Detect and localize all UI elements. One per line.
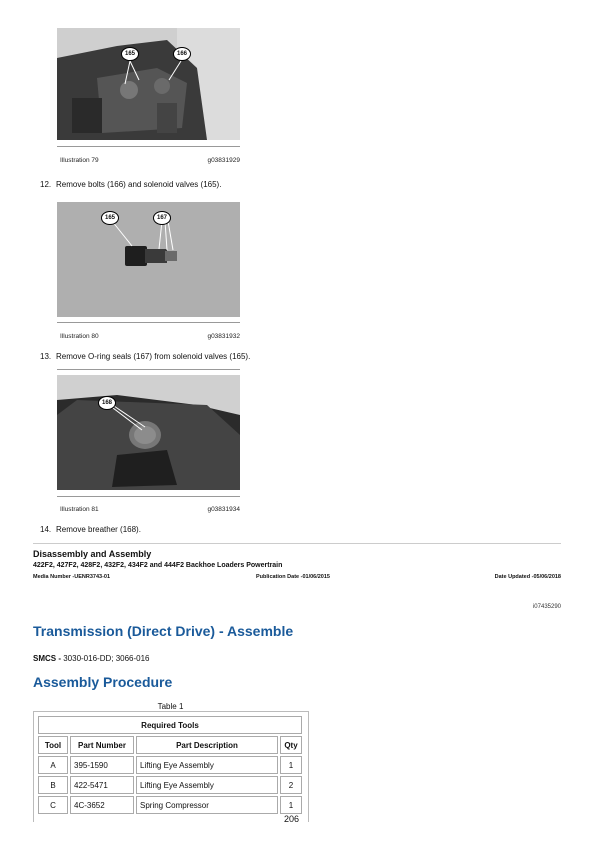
publication-date: Publication Date -01/06/2015 [256, 574, 330, 580]
step-14 [40, 525, 141, 534]
illustration-label: Illustration 79 [60, 157, 99, 164]
caption-rule [57, 146, 240, 147]
step-number: 14. [40, 525, 52, 534]
cell-part-description: Spring Compressor [136, 796, 278, 814]
callout-168: 168 [98, 396, 116, 410]
subsection-title: Assembly Procedure [33, 674, 173, 690]
cell-part-description: Lifting Eye Assembly [136, 756, 278, 774]
cell-tool: A [38, 756, 68, 774]
smcs-codes [33, 654, 150, 663]
required-tools-table-frame [33, 711, 309, 822]
cell-qty: 2 [280, 776, 302, 794]
cell-qty: 1 [280, 756, 302, 774]
cell-tool: C [38, 796, 68, 814]
smcs-label: SMCS - [33, 654, 61, 663]
illustration-code: g03831934 [207, 506, 240, 513]
table-caption: Table 1 [157, 702, 184, 711]
document-title: Disassembly and Assembly [33, 549, 152, 559]
step-13 [40, 352, 250, 361]
illustration-label: Illustration 80 [60, 333, 99, 340]
date-updated: Date Updated -05/06/2018 [494, 574, 561, 580]
illustration-81-photo [57, 375, 240, 490]
cell-part-number: 395-1590 [70, 756, 134, 774]
document-id: i07435290 [532, 604, 561, 610]
cell-qty: 1 [280, 796, 302, 814]
illustration-code: g03831932 [207, 333, 240, 340]
media-number: Media Number -UENR3743-01 [33, 574, 111, 580]
step-text: Remove bolts (166) and solenoid valves (165). [56, 180, 222, 189]
step-text: Remove O-ring seals (167) from solenoid valves (165). [56, 352, 251, 361]
cell-part-description: Lifting Eye Assembly [136, 776, 278, 794]
header-part-description: Part Description [136, 736, 278, 754]
caption-rule [57, 322, 240, 323]
callout-165: 165 [101, 211, 119, 225]
required-tools-table [36, 714, 304, 816]
step-number: 12. [40, 180, 52, 189]
illustration-code: g03831929 [207, 157, 240, 164]
cell-tool: B [38, 776, 68, 794]
smcs-value: 3030-016-DD; 3066-016 [61, 654, 150, 663]
table-row [38, 796, 302, 814]
step-12 [40, 180, 221, 189]
table-row [38, 776, 302, 794]
table-title: Required Tools [38, 716, 302, 734]
cell-part-number: 422-5471 [70, 776, 134, 794]
header-part-number: Part Number [70, 736, 134, 754]
cell-part-number: 4C-3652 [70, 796, 134, 814]
callout-167: 167 [153, 211, 171, 225]
table-row [38, 756, 302, 774]
section-title: Transmission (Direct Drive) - Assemble [33, 623, 294, 639]
callout-165: 165 [121, 47, 139, 61]
caption-rule [57, 496, 240, 497]
illustration-79-caption [60, 157, 240, 164]
section-divider [33, 543, 561, 544]
illustration-81-caption [60, 506, 240, 513]
step-text: Remove breather (168). [56, 525, 141, 534]
callout-166: 166 [173, 47, 191, 61]
step-number: 13. [40, 352, 52, 361]
illustration-80-photo [57, 202, 240, 317]
header-tool: Tool [38, 736, 68, 754]
header-qty: Qty [280, 736, 302, 754]
page-number: 206 [284, 814, 300, 824]
illustration-79-photo [57, 28, 240, 140]
illustration-80-caption [60, 333, 240, 340]
document-subtitle: 422F2, 427F2, 428F2, 432F2, 434F2 and 444F2 Backhoe Loaders Powertrain [33, 562, 283, 569]
illustration-label: Illustration 81 [60, 506, 99, 513]
caption-rule [57, 369, 240, 370]
